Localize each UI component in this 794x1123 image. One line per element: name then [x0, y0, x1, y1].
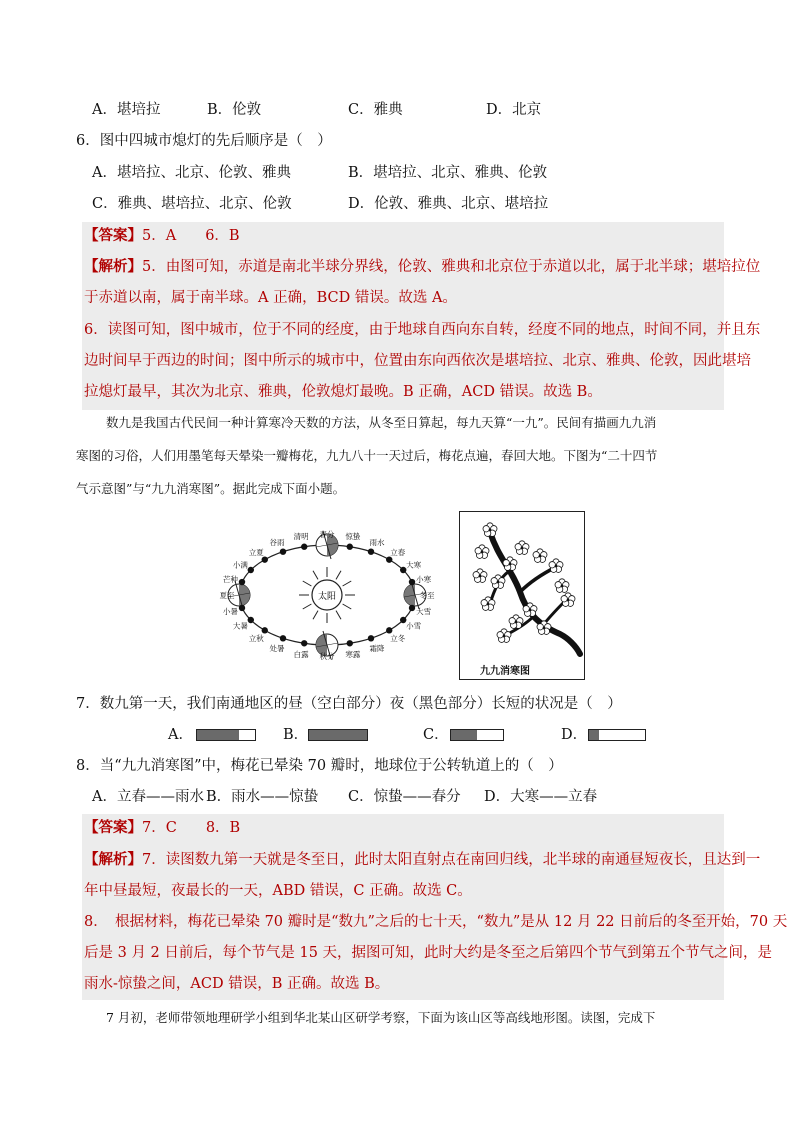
analysis-1-line-1: 【解析】5．由图可知，赤道是南北半球分界线，伦敦、雅典和北京位于赤道以北，属于北半球；堪培拉位 — [84, 258, 761, 275]
option-b: B．伦敦 — [207, 102, 262, 118]
plum-figure-caption: 九九消寒图 — [480, 666, 530, 677]
plum-blossom-drawing — [460, 512, 584, 662]
next-material-line: 7 月初，老师带领地理研学小组到华北某山区研学考察，下面为该山区等高线地形图。读图，完成下 — [106, 1010, 656, 1025]
q7-option-b-label: B． — [283, 727, 309, 743]
analysis-2-line-1: 【解析】7．读图数九第一天就是冬至日，此时太阳直射点在南回归线，北半球的南通昼短夜长，且达到一 — [84, 851, 761, 868]
q7-option-c-bar — [450, 729, 504, 741]
solar-term-label: 大雪 — [416, 606, 432, 616]
solar-term-label: 惊蛰 — [345, 532, 361, 542]
orbit-dot — [368, 548, 374, 554]
material-line-3: 气示意图”与“九九消寒图”。据此完成下面小题。 — [76, 481, 346, 496]
orbit-dot — [280, 548, 286, 554]
solar-term-label: 小满 — [232, 560, 248, 570]
solar-term-label: 大暑 — [232, 621, 248, 631]
orbit-dot — [409, 605, 415, 611]
plum-blossom-icon — [561, 593, 575, 607]
solar-term-label: 小暑 — [222, 606, 238, 616]
orbit-dot — [409, 579, 415, 585]
solar-term-label: 清明 — [293, 532, 309, 542]
orbit-dot — [386, 627, 392, 633]
analysis-2-line-4: 后是 3 月 2 日前后，每个节气是 15 天，据图可知，此时大约是冬至之后第四个节气到第五个节气之间，是 — [84, 945, 773, 961]
q7-option-a-bar — [196, 729, 256, 741]
plum-blossom-icon — [533, 549, 547, 563]
analysis-2-line-5: 雨水-惊蛰之间，ACD 错误，B 正确。故选 B。 — [84, 976, 390, 992]
q6-option-a: A．堪培拉、北京、伦敦、雅典 — [92, 165, 291, 181]
material-line-1: 数九是我国古代民间一种计算寒冷天数的方法，从冬至日算起，每九天算“一九”。民间有描画九九消 — [106, 415, 657, 430]
q7-option-d-label: D． — [561, 727, 588, 743]
option-d: D．北京 — [486, 102, 542, 118]
orbit-dot — [239, 579, 245, 585]
option-c: C．雅典 — [348, 102, 403, 118]
analysis-1-line-5: 拉熄灯最早，其次为北京、雅典，伦敦熄灯最晚。B 正确，ACD 错误。故选 B。 — [84, 384, 602, 400]
plum-blossom-icon — [475, 545, 489, 559]
solar-term-label: 雨水 — [369, 538, 385, 548]
solar-term-label: 白露 — [293, 649, 309, 659]
analysis-tag: 【解析】 — [84, 258, 142, 275]
orbit-dot — [347, 640, 353, 646]
answer-text: 7．C 8．B — [142, 820, 241, 836]
solar-term-label: 立冬 — [390, 634, 406, 644]
q6-option-b: B．堪培拉、北京、雅典、伦敦 — [348, 165, 548, 181]
q7-option-d-bar — [588, 729, 646, 741]
orbit-dot — [262, 627, 268, 633]
solar-term-label: 处暑 — [269, 643, 285, 653]
answer-tag: 【答案】 — [84, 819, 142, 836]
solar-term-label: 立夏 — [248, 547, 264, 557]
orbit-dot — [368, 635, 374, 641]
q7-option-a-label: A． — [168, 727, 193, 743]
orbit-dot — [301, 544, 307, 550]
answer-text: 5．A 6．B — [142, 228, 240, 244]
plum-blossom-icon — [473, 569, 487, 583]
orbit-dot — [347, 544, 353, 550]
material-line-2: 寒图的习俗，人们用墨笔每天晕染一瓣梅花，九九八十一天过后，梅花点遍，春回大地。下图为“二十四节 — [76, 448, 658, 463]
option-a: A．堪培拉 — [92, 102, 161, 118]
solar-term-label: 小寒 — [416, 575, 432, 585]
q7-option-c-label: C． — [423, 727, 449, 743]
solar-terms-orbit-diagram — [219, 508, 456, 674]
orbit-dot — [248, 617, 254, 623]
solar-term-label: 小雪 — [406, 621, 422, 631]
solar-term-label: 春分 — [319, 530, 335, 539]
analysis-1-line-2: 于赤道以南，属于南半球。A 正确，BCD 错误。故选 A。 — [84, 290, 457, 306]
orbit-dot — [386, 556, 392, 562]
orbit-dot — [262, 556, 268, 562]
orbit-dot — [301, 640, 307, 646]
orbit-dot — [239, 605, 245, 611]
plum-blossom-icon — [497, 629, 511, 643]
orbit-dot — [280, 635, 286, 641]
q8-option-d: D．大寒——立春 — [484, 789, 598, 805]
analysis-tag: 【解析】 — [84, 851, 142, 868]
solar-term-label: 秋分 — [319, 652, 335, 661]
q8-option-a: A．立春——雨水 — [92, 789, 204, 805]
plum-blossom-icon — [509, 615, 523, 629]
analysis-1-line-3: 6．读图可知，图中城市，位于不同的经度，由于地球自西向东自转，经度不同的地点，时间不同，并且东 — [84, 322, 761, 338]
solar-term-label: 冬至 — [419, 591, 435, 600]
solar-term-label: 霜降 — [369, 643, 385, 653]
solar-term-label: 立春 — [390, 547, 406, 557]
question-7-stem: 7．数九第一天，我们南通地区的昼（空白部分）夜（黑色部分）长短的状况是（ ） — [76, 696, 622, 712]
analysis-1-line-4: 边时间早于西边的时间；图中所示的城市中，位置由东向西依次是堪培拉、北京、雅典、伦敦，因此堪培 — [84, 353, 751, 369]
orbit-dot — [248, 567, 254, 573]
answer-tag: 【答案】 — [84, 227, 142, 244]
plum-blossom-icon — [483, 523, 497, 537]
answer-block-2 — [82, 814, 724, 1000]
analysis-2-line-3: 8． 根据材料，梅花已晕染 70 瓣时是“数九”之后的七十天，“数九”是从 12 月 22 日前后的冬至开始，70 天 — [84, 914, 788, 930]
q7-option-b-bar — [308, 729, 368, 741]
analysis-2-line-2: 年中昼最短，夜最长的一天，ABD 错误，C 正确。故选 C。 — [84, 883, 472, 899]
plum-blossom-icon — [555, 579, 569, 593]
question-8-stem: 8．当“九九消寒图”中，梅花已晕染 70 瓣时，地球位于公转轨道上的（ ） — [76, 758, 563, 774]
solar-term-label: 谷雨 — [269, 538, 285, 548]
answer-2 — [84, 818, 240, 838]
answer-1 — [84, 226, 240, 246]
q6-option-c: C．雅典、堪培拉、北京、伦敦 — [92, 196, 292, 212]
solar-term-label: 立秋 — [248, 634, 264, 644]
sun-label: 太阳 — [317, 592, 337, 602]
solar-term-label: 寒露 — [345, 649, 361, 659]
plum-blossom-icon — [515, 541, 529, 555]
q8-option-c: C．惊蛰——春分 — [348, 789, 461, 805]
question-6-stem: 6．图中四城市熄灯的先后顺序是（ ） — [76, 133, 332, 149]
plum-blossom-figure — [459, 511, 585, 680]
q8-option-b: B．雨水——惊蛰 — [206, 789, 319, 805]
solar-term-label: 夏至 — [219, 591, 235, 600]
plum-blossom-icon — [549, 559, 563, 573]
q6-option-d: D．伦敦、雅典、北京、堪培拉 — [348, 196, 549, 212]
solar-term-label: 大寒 — [406, 560, 422, 570]
solar-term-label: 芒种 — [222, 575, 238, 585]
